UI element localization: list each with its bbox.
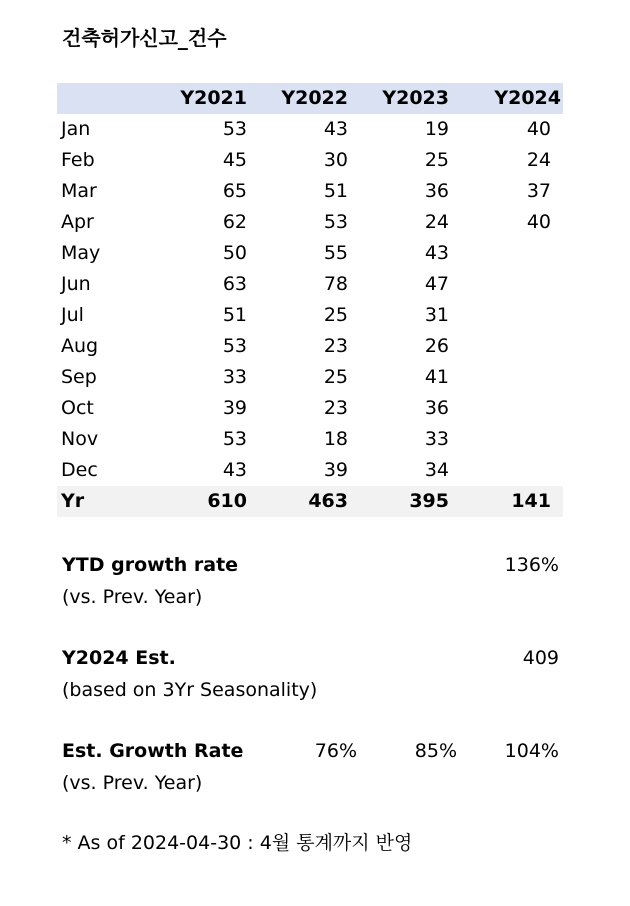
table-row — [57, 393, 563, 424]
table-row — [57, 176, 563, 207]
cell-y2024: 24 — [526, 149, 551, 171]
cell-month: Jul — [61, 304, 84, 326]
cell-y2021: 53 — [222, 118, 247, 140]
total-y2023: 395 — [409, 490, 449, 512]
cell-month: Sep — [61, 366, 97, 388]
cell-y2021: 39 — [222, 397, 247, 419]
cell-y2024: 40 — [526, 118, 551, 140]
cell-y2023: 19 — [424, 118, 449, 140]
table-row — [57, 455, 563, 486]
cell-y2023: 34 — [424, 459, 449, 481]
cell-y2021: 33 — [222, 366, 247, 388]
cell-month: Feb — [61, 149, 95, 171]
cell-y2022: 51 — [323, 180, 348, 202]
total-y2021: 610 — [207, 490, 247, 512]
cell-y2023: 36 — [424, 397, 449, 419]
cell-y2022: 30 — [323, 149, 348, 171]
cell-y2022: 55 — [323, 242, 348, 264]
table-row — [57, 331, 563, 362]
estimate-label: Y2024 Est. — [62, 647, 176, 669]
cell-y2023: 26 — [424, 335, 449, 357]
cell-y2021: 63 — [222, 273, 247, 295]
cell-y2022: 39 — [323, 459, 348, 481]
footnote: * As of 2024-04-30 : 4월 통계까지 반영 — [62, 832, 413, 854]
cell-y2022: 78 — [323, 273, 348, 295]
cell-y2022: 18 — [323, 428, 348, 450]
cell-y2023: 25 — [424, 149, 449, 171]
header-y2021: Y2021 — [180, 87, 247, 109]
cell-y2021: 62 — [222, 211, 247, 233]
cell-y2023: 47 — [424, 273, 449, 295]
table-header-row — [57, 83, 563, 114]
table-row — [57, 269, 563, 300]
ytd-sublabel: (vs. Prev. Year) — [62, 586, 203, 608]
cell-y2021: 51 — [222, 304, 247, 326]
cell-y2022: 23 — [323, 397, 348, 419]
total-label: Yr — [61, 490, 85, 512]
cell-y2022: 43 — [323, 118, 348, 140]
table-total-row — [57, 486, 563, 517]
cell-month: May — [61, 242, 101, 264]
cell-y2022: 25 — [323, 366, 348, 388]
cell-y2021: 53 — [222, 335, 247, 357]
cell-y2023: 43 — [424, 242, 449, 264]
header-y2023: Y2023 — [382, 87, 449, 109]
est-growth-label: Est. Growth Rate — [62, 740, 244, 762]
page-title: 건축허가신고_건수 — [62, 26, 227, 50]
table-row — [57, 114, 563, 145]
cell-month: Oct — [61, 397, 94, 419]
est-growth-y2023: 85% — [414, 740, 457, 762]
ytd-label: YTD growth rate — [62, 554, 239, 576]
cell-y2023: 33 — [424, 428, 449, 450]
cell-month: Jan — [61, 118, 91, 140]
cell-y2024: 40 — [526, 211, 551, 233]
monthly-table — [57, 83, 563, 517]
table-row — [57, 238, 563, 269]
est-growth-y2022: 76% — [314, 740, 357, 762]
est-growth-y2024: 104% — [504, 740, 559, 762]
header-y2024: Y2024 — [494, 87, 561, 109]
table-row — [57, 424, 563, 455]
cell-y2023: 24 — [424, 211, 449, 233]
cell-month: Jun — [61, 273, 91, 295]
total-y2022: 463 — [308, 490, 348, 512]
cell-month: Mar — [61, 180, 97, 202]
cell-y2024: 37 — [526, 180, 551, 202]
table-row — [57, 362, 563, 393]
cell-month: Nov — [61, 428, 99, 450]
header-y2022: Y2022 — [281, 87, 348, 109]
cell-y2021: 53 — [222, 428, 247, 450]
table-row — [57, 207, 563, 238]
cell-y2021: 65 — [222, 180, 247, 202]
cell-month: Dec — [61, 459, 98, 481]
cell-y2023: 41 — [424, 366, 449, 388]
estimate-value: 409 — [522, 647, 559, 669]
cell-month: Aug — [61, 335, 99, 357]
ytd-value: 136% — [504, 554, 559, 576]
cell-y2022: 23 — [323, 335, 348, 357]
cell-y2021: 50 — [222, 242, 247, 264]
table-row — [57, 145, 563, 176]
est-growth-sublabel: (vs. Prev. Year) — [62, 772, 203, 794]
cell-y2022: 25 — [323, 304, 348, 326]
table-row — [57, 300, 563, 331]
cell-y2023: 36 — [424, 180, 449, 202]
cell-month: Apr — [61, 211, 94, 233]
cell-y2021: 43 — [222, 459, 247, 481]
total-y2024: 141 — [511, 490, 551, 512]
estimate-sublabel: (based on 3Yr Seasonality) — [62, 679, 318, 701]
cell-y2023: 31 — [424, 304, 449, 326]
cell-y2022: 53 — [323, 211, 348, 233]
cell-y2021: 45 — [222, 149, 247, 171]
